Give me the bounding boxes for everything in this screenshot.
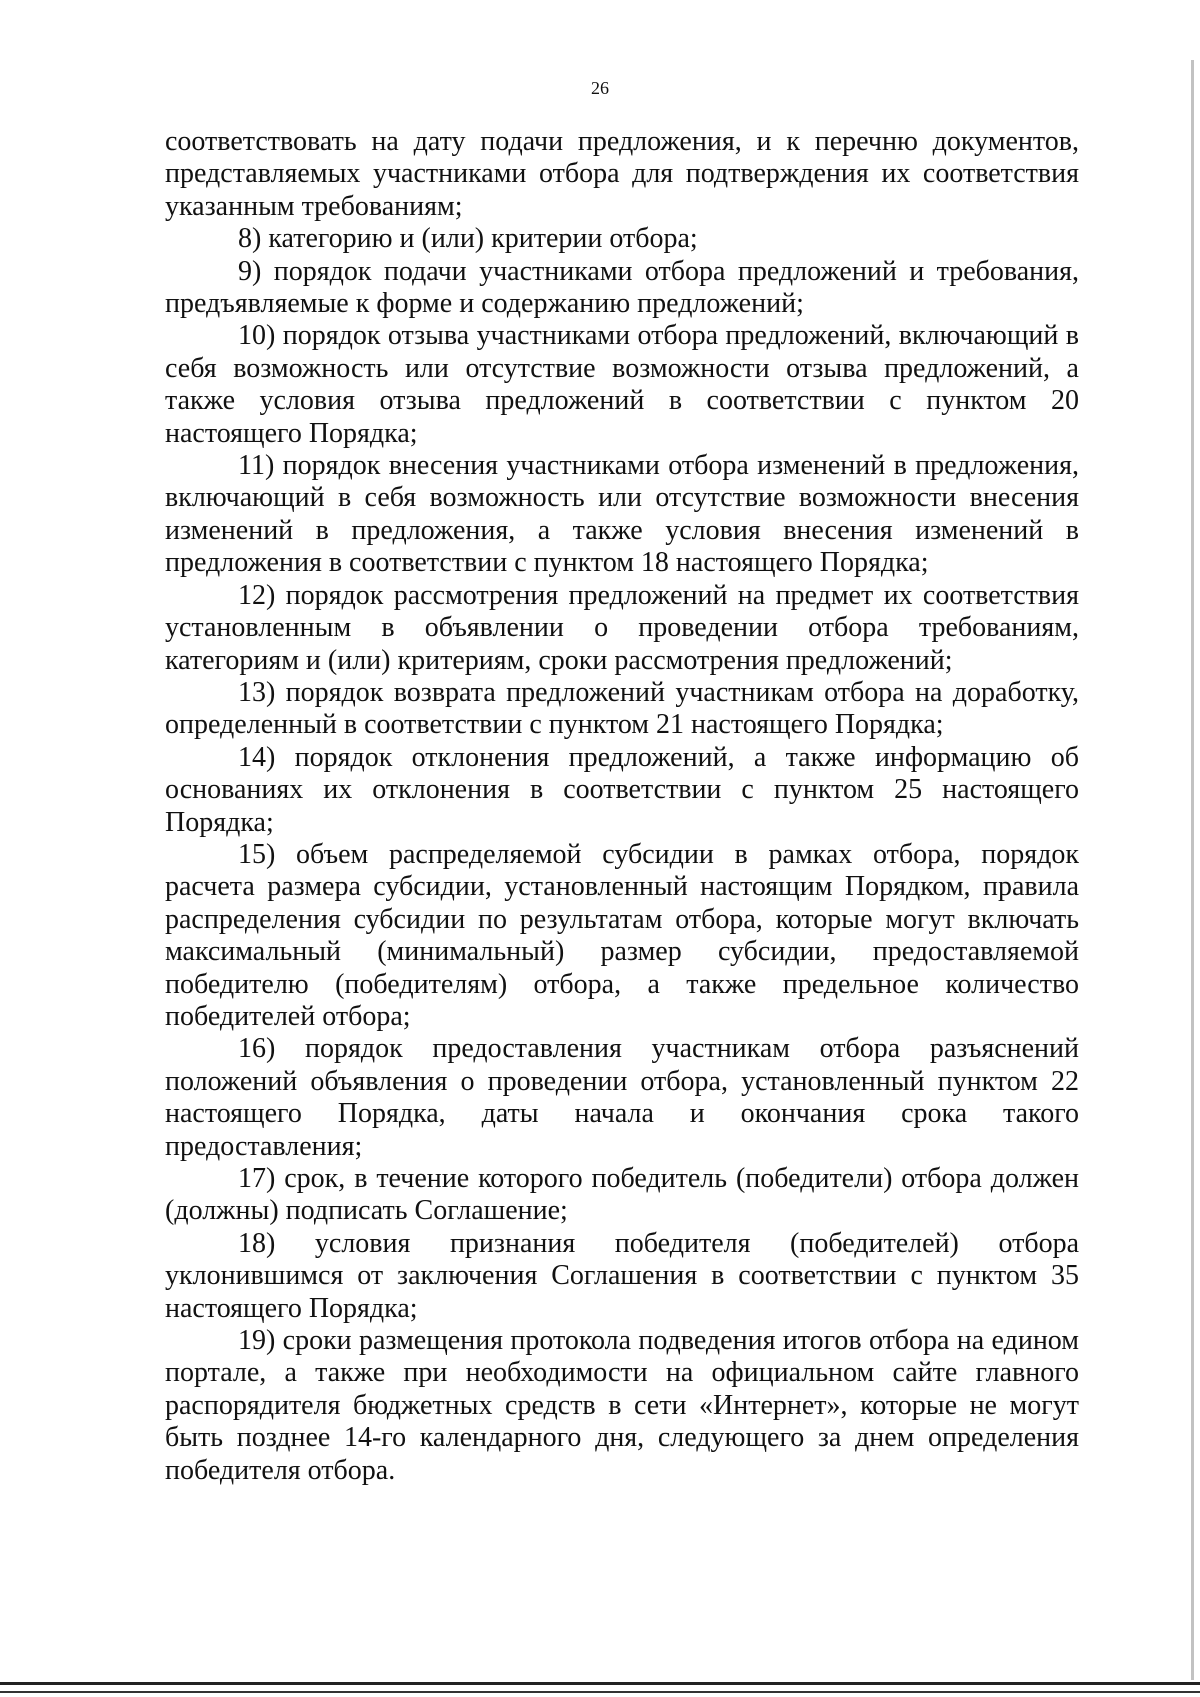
list-item-16: 16) порядок предоставления участникам отбора разъяснений положений объявления о проведении отбора, установленный пунктом 22 настоящего Порядка, даты начала и окончания срока такого предоставления; bbox=[165, 1033, 1079, 1162]
list-item-15: 15) объем распределяемой субсидии в рамках отбора, порядок расчета размера субсидии, установленный настоящим Порядком, правила распределения субсидии по результатам отбора, которые могут включать максимальный (минимальный) размер субсидии, предоставляемой победителю (победителям) отбора, а также предельное количество победителей отбора; bbox=[165, 838, 1079, 1032]
list-item-8: 8) категорию и (или) критерии отбора; bbox=[238, 223, 698, 255]
paragraph-continuation: соответствовать на дату подачи предложения, и к перечню документов, представляемых участниками отбора для подтверждения их соответствия указанным требованиям; bbox=[165, 126, 1079, 222]
list-item-18: 18) условия признания победителя (победителей) отбора уклонившимся от заключения Соглашения в соответствии с пунктом 35 настоящего Порядка; bbox=[165, 1227, 1079, 1324]
scan-bottom-edge-shadow bbox=[0, 1691, 1200, 1693]
list-item-9: 9) порядок подачи участниками отбора предложений и требования, предъявляемые к форме и содержанию предложений; bbox=[165, 255, 1079, 320]
list-item-12: 12) порядок рассмотрения предложений на предмет их соответствия установленным в объявлении о проведении отбора требованиям, категориям и (или) критериям, сроки рассмотрения предложений; bbox=[165, 579, 1079, 676]
list-item-19: 19) сроки размещения протокола подведения итогов отбора на едином портале, а также при необходимости на официальном сайте главного распорядителя бюджетных средств в сети «Интернет», которые не могут быть позднее 14-го календарного дня, следующего за днем определения победителя отбора. bbox=[165, 1325, 1079, 1486]
document-body bbox=[165, 126, 1079, 1487]
list-item-10: 10) порядок отзыва участниками отбора предложений, включающий в себя возможность или отсутствие возможности отзыва предложений, а также условия отзыва предложений в соответствии с пунктом 20 настоящего Порядка; bbox=[165, 320, 1079, 449]
page-number: 26 bbox=[591, 78, 609, 98]
list-item-14: 14) порядок отклонения предложений, а также информацию об основаниях их отклонения в соответствии с пунктом 25 настоящего Порядка; bbox=[165, 741, 1079, 838]
list-item-11: 11) порядок внесения участниками отбора изменений в предложения, включающий в себя возможность или отсутствие возможности внесения изменений в предложения, а также условия внесения изменений в предложения в соответствии с пунктом 18 настоящего Порядка; bbox=[165, 450, 1079, 579]
list-item-17: 17) срок, в течение которого победитель (победители) отбора должен (должны) подписать Соглашение; bbox=[165, 1163, 1079, 1227]
scan-bottom-edge bbox=[0, 1682, 1200, 1685]
list-item-13: 13) порядок возврата предложений участникам отбора на доработку, определенный в соответствии с пунктом 21 настоящего Порядка; bbox=[165, 676, 1079, 741]
scan-right-edge bbox=[1191, 60, 1194, 1680]
